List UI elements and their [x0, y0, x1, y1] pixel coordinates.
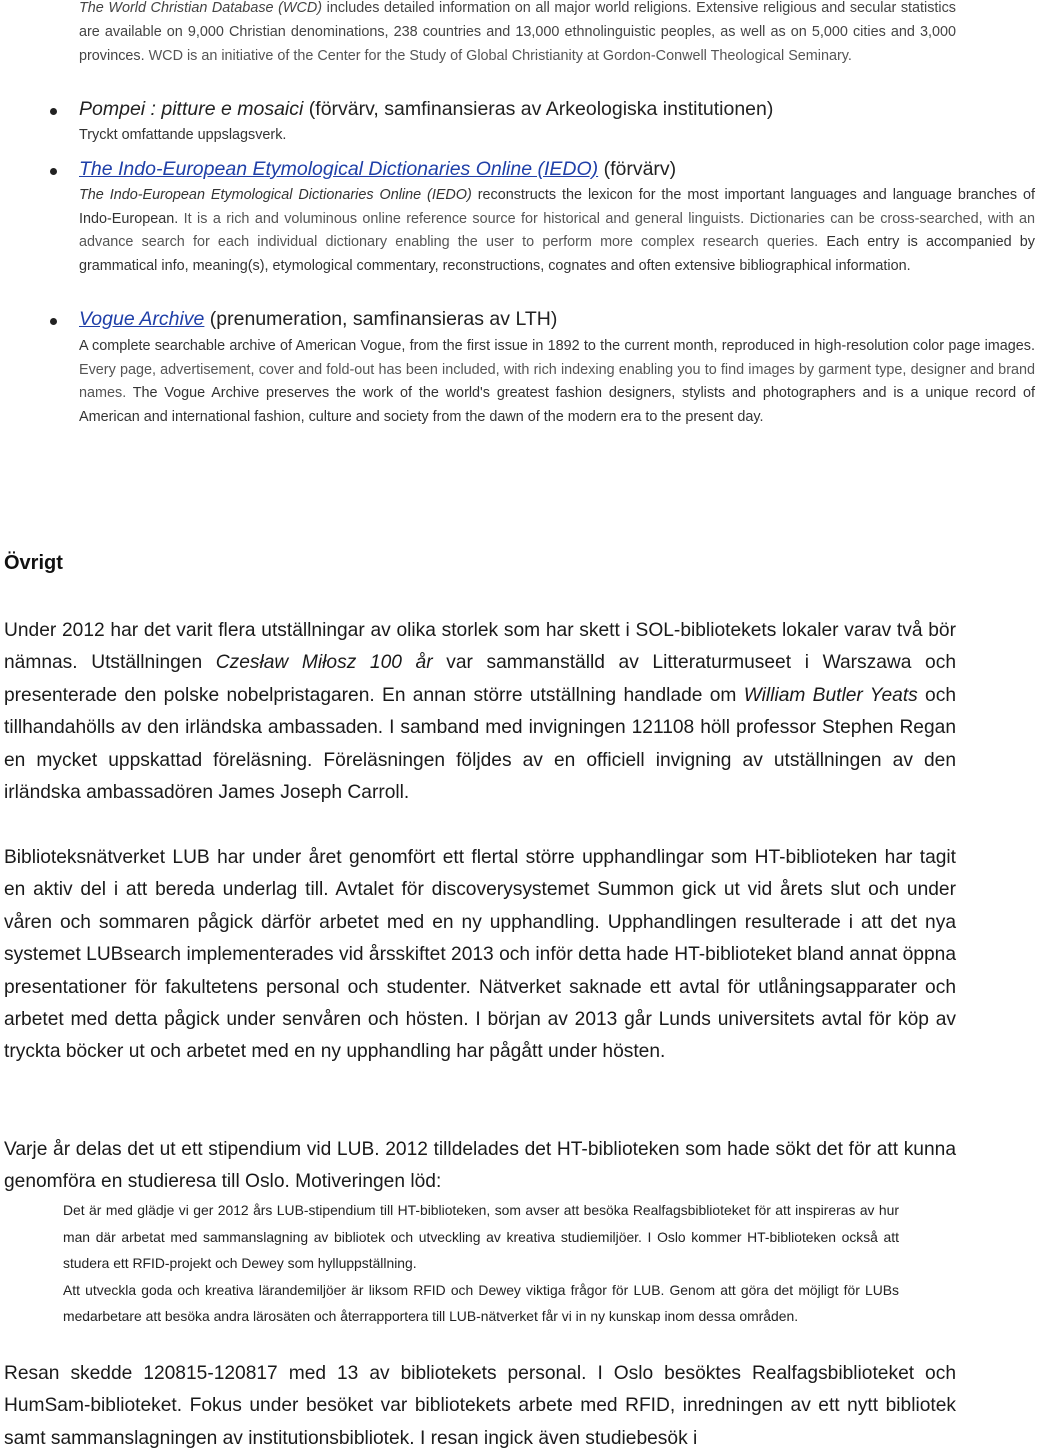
item-description: Tryckt omfattande uppslagsverk.: [79, 127, 287, 143]
paragraph-scholarship: Varje år delas det ut ett stipendium vid LUB. 2012 tilldelades det HT-biblioteken som hade sökt det för att kunna genomföra en studieresa till Oslo. Motiveringen löd:: [4, 1139, 956, 1193]
iedo-link[interactable]: The Indo-European Etymological Dictionaries Online (IEDO): [79, 158, 599, 180]
item-title-row: [79, 307, 1035, 331]
iedo-desc-name: The Indo-European Etymological Dictionaries Online (IEDO): [79, 187, 472, 203]
iedo-desc-b: It is a rich and voluminous online reference source for historical and general linguists. Dictionaries can be cross-searched, with an advance search for each individual dictionary enabling the user to perform more complex research queries.: [79, 210, 1035, 250]
item-description: [79, 335, 1035, 429]
item-title-row: [79, 157, 1035, 181]
list-item-iedo: [0, 157, 1039, 278]
vogue-desc-a: A complete searchable archive of American Vogue, from the first issue in 1892 to the current month, reproduced in high-resolution color page images.: [79, 338, 1035, 354]
list-item-vogue: [0, 307, 1039, 429]
p1-text-b: var sammanställd av Litteraturmuseet i Warszawa och presenterade den polske nobelpristagaren. En annan större utställning handlade om: [4, 652, 956, 706]
iedo-desc-c: Each entry is accompanied by grammatical info, meaning(s), etymological commentary, reconstructions, cognates and often extensive bibliographical information.: [79, 234, 1035, 274]
vogue-desc-b: Every page, advertisement, cover and fold-out has been included, with rich indexing enabling you to find images by garment type, designer and brand names.: [79, 361, 1035, 401]
p1-title-milosz: Czesław Miłosz 100 år: [215, 652, 433, 674]
p1-title-yeats: William Butler Yeats: [743, 684, 918, 706]
p1-text-a: Under 2012 har det varit flera utställningar av olika storlek som har skett i SOL-bibliotekets lokaler varav två bör nämnas. Utställningen: [4, 620, 956, 674]
paragraph-exhibitions: [4, 615, 956, 809]
vogue-desc-c: The Vogue Archive preserves the work of the world's greatest fashion designers, stylists and photographers and is a unique record of American and international fashion, culture and society from the dawn of the modern era to the present day.: [79, 385, 1035, 425]
item-note: (förvärv, samfinansieras av Arkeologiska institutionen): [303, 98, 774, 120]
bullet-icon: [50, 168, 57, 175]
scholarship-motivation-quote: [63, 1197, 899, 1330]
wcd-desc-tail: WCD is an initiative of the Center for the Study of Global Christianity at Gordon-Conwell Theological Seminary.: [144, 48, 852, 64]
item-note: (prenumeration, samfinansieras av LTH): [204, 308, 558, 330]
paragraph-procurement: Biblioteksnätverket LUB har under året genomfört ett flertal större upphandlingar som HT-biblioteken har tagit en aktiv del i att bereda underlag till. Avtalet för discoverysystemet Summon gick ut vid årets slut och under våren och sommaren pågick därför arbetet med en ny upphandling. Upphandlingen resulterade i att det nya systemet LUBsearch implementerades vid årsskiftet 2013 och inför detta hade HT-biblioteket bland annat öppna presentationer för fakultetens personal och studenter. Nätverket saknade ett avtal för utlåningsapparater och arbetet med detta pågick under senvåren och hösten. I början av 2013 går Lunds universitets avtal för köp av tryckta böcker ut och arbetet med en ny upphandling har pågått under hösten.: [4, 847, 956, 1063]
iedo-desc-a: reconstructs the lexicon for the most important languages and language branches of Indo-European.: [79, 187, 1035, 227]
bullet-icon: [50, 318, 57, 325]
list-item-pompei: [0, 97, 1039, 148]
bullet-icon: [50, 108, 57, 115]
wcd-name: The World Christian Database (WCD): [79, 0, 323, 16]
item-note: (förvärv): [598, 158, 677, 180]
quote-paragraph-2: Att utveckla goda och kreativa lärandemiljöer är liksom RFID och Dewey viktiga frågor för LUB. Genom att göra det möjligt för LUBs medarbetare att besöka andra lärosäten och återrapportera till LUB-nätverket får vi in ny kunskap inom dessa områden.: [63, 1281, 899, 1325]
section-heading: Övrigt: [4, 552, 63, 574]
vogue-archive-link[interactable]: Vogue Archive: [79, 308, 205, 330]
item-title: Pompei : pitture e mosaici: [79, 98, 304, 120]
quote-paragraph-1: Det är med glädje vi ger 2012 års LUB-stipendium till HT-biblioteken, som avser att besöka Realfagsbiblioteket för att inspireras av hur man där arbetat med sammanslagning av bibliotek och utveckling av kreativa studiemiljöer. I Oslo kommer HT-biblioteken också att studera ett RFID-projekt och Dewey som hylluppställning.: [63, 1202, 899, 1272]
item-title-row: [79, 97, 1035, 121]
wcd-desc-text: includes detailed information on all major world religions. Extensive religious and secular statistics are available on 9,000 Christian denominations, 238 countries and 13,000 ethnolinguistic peoples, as well as on 5,000 cities and 3,000 provinces.: [79, 0, 956, 64]
paragraph-trip: Resan skedde 120815-120817 med 13 av bibliotekets personal. I Oslo besöktes Realfagsbiblioteket och HumSam-biblioteket. Fokus under besöket var bibliotekets arbete med RFID, inredningen av ett nytt bibliotek samt sammanslagningen av institutionsbibliotek. I resan ingick även studiebesök i: [4, 1363, 956, 1449]
p1-text-c: och tillhandahölls av den irländska ambassaden. I samband med invigningen 121108 höll professor Stephen Regan en mycket uppskattad föreläsning. Föreläsningen följdes av en officiell invigning av utställningen av den irländska ambassadören James Joseph Carroll.: [4, 684, 956, 804]
wcd-description: [79, 0, 956, 68]
item-description: [79, 184, 1035, 278]
